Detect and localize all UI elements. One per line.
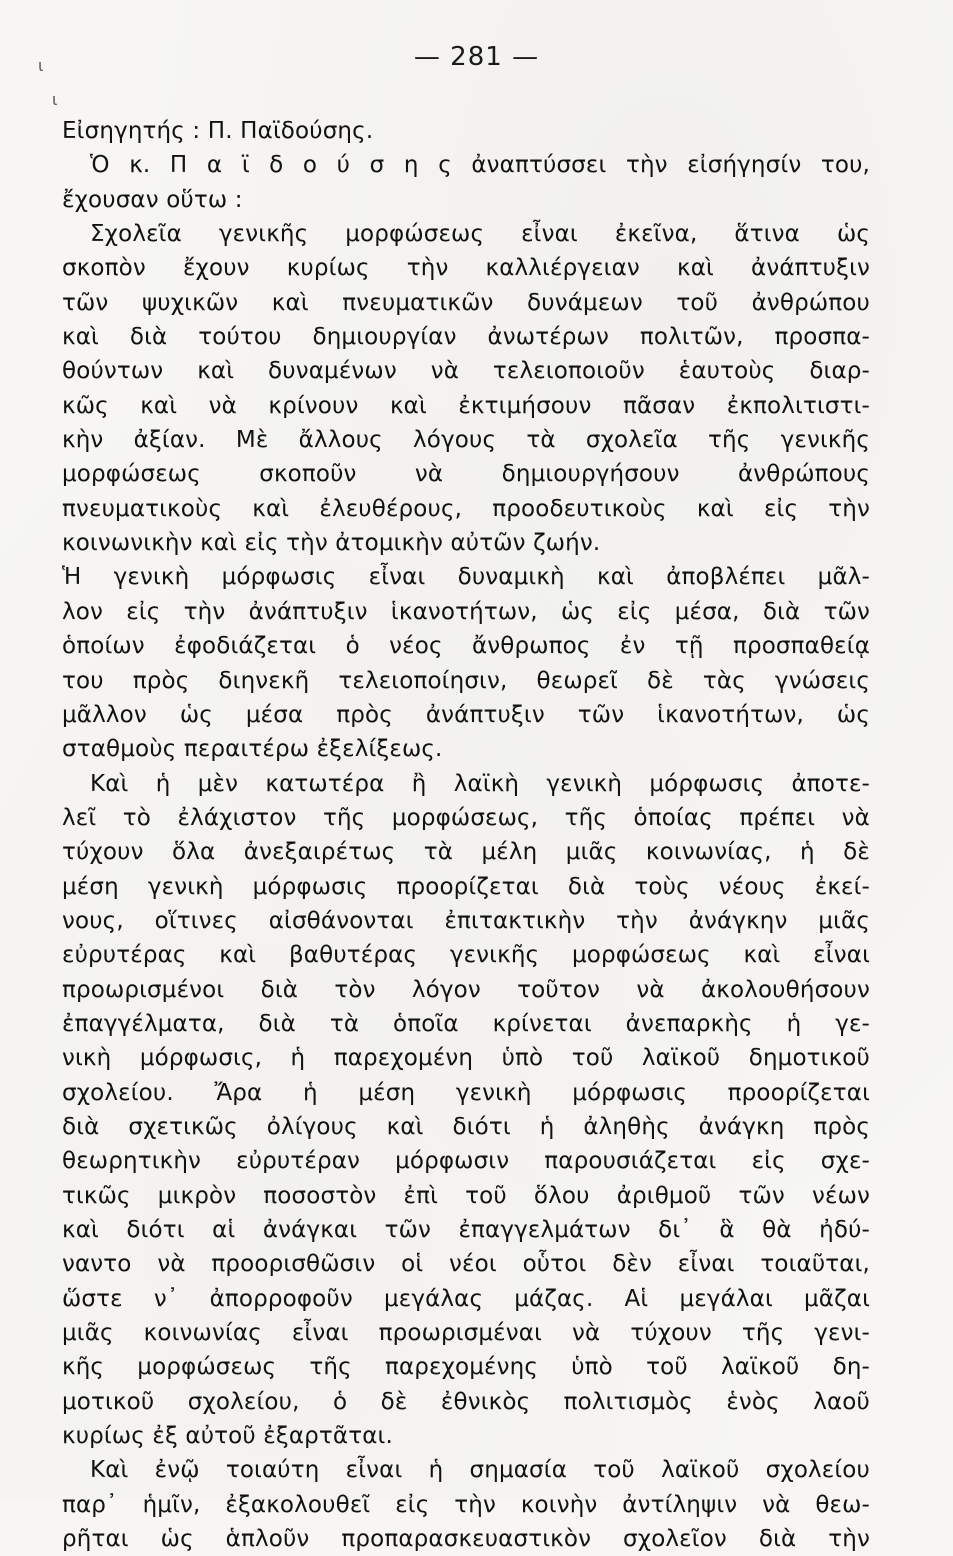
text-line: κοινωνικὴν καὶ εἰς τὴν ἀτομικὴν αὐτῶν ζωήν. — [62, 530, 601, 557]
text-line: παρ᾽ ἡμῖν, ἐξακολουθεῖ εἰς τὴν κοινὴν ἀντίληψιν νὰ θεω- — [62, 1491, 870, 1518]
text-line: λεῖ τὸ ἐλάχιστον τῆς μορφώσεως, τῆς ὁποίας πρέπει νὰ — [62, 804, 870, 831]
text-line: τύχουν ὅλα ἀνεξαιρέτως τὰ μέλη μιᾶς κοινωνίας, ἡ δὲ — [62, 839, 870, 866]
scan-mark: ι — [52, 90, 58, 109]
text-line: ἔχουσαν οὕτω : — [62, 186, 243, 213]
text-line: νους, οἵτινες αἰσθάνονται ἐπιτακτικὴν τὴν ἀνάγκην μιᾶς — [62, 907, 870, 934]
text-line: σχολείου. Ἄρα ἡ μέση γενικὴ μόρφωσις προορίζεται — [62, 1079, 870, 1106]
text-line: μέση γενικὴ μόρφωσις προορίζεται διὰ τοὺς νέους ἐκεί- — [62, 873, 870, 900]
text-line: ὁποίων ἐφοδιάζεται ὁ νέος ἄνθρωπος ἐν τῇ προσπαθείᾳ — [62, 633, 870, 660]
text-line: Σχολεῖα γενικῆς μορφώσεως εἶναι ἐκεῖνα, ἅτινα ὡς — [90, 221, 870, 248]
text-line: Ἡ γενικὴ μόρφωσις εἶναι δυναμικὴ καὶ ἀποβλέπει μᾶλ- — [62, 564, 870, 591]
text-line: κὴν ἀξίαν. Μὲ ἄλλους λόγους τὰ σχολεῖα τῆς γενικῆς — [62, 427, 870, 454]
text-line: μιᾶς κοινωνίας εἶναι προωρισμέναι νὰ τύχουν τῆς γενι- — [62, 1320, 870, 1347]
text-line: του πρὸς διηνεκῆ τελειοποίησιν, θεωρεῖ δὲ τὰς γνώσεις — [62, 667, 870, 694]
text-line: λον εἰς τὴν ἀνάπτυξιν ἱκανοτήτων, ὡς εἰς μέσα, διὰ τῶν — [62, 598, 870, 625]
text-line: μοτικοῦ σχολείου, ὁ δὲ ἐθνικὸς πολιτισμὸς ἑνὸς λαοῦ — [62, 1388, 870, 1415]
body-text — [62, 114, 870, 1556]
text-line: καὶ διότι αἱ ἀνάγκαι τῶν ἐπαγγελμάτων δι᾽ ἃ θὰ ἠδύ- — [62, 1217, 870, 1243]
text-line: διὰ σχετικῶς ὀλίγους καὶ διότι ἡ ἀληθὴς ἀνάγκη πρὸς — [62, 1113, 870, 1140]
text-line: κῶς καὶ νὰ κρίνουν καὶ ἐκτιμήσουν πᾶσαν ἐκπολιτιστι- — [62, 392, 870, 419]
text-line: κῆς μορφώσεως τῆς παρεχομένης ὑπὸ τοῦ λαϊκοῦ δη- — [62, 1354, 870, 1381]
text-line: ὥστε ν᾽ ἀπορροφοῦν μεγάλας μάζας. Αἱ μεγάλαι μᾶζαι — [62, 1285, 870, 1312]
text-line: ἐπαγγέλματα, διὰ τὰ ὁποῖα κρίνεται ἀνεπαρκὴς ἡ γε- — [62, 1010, 870, 1037]
text-line: θεωρητικὴν εὐρυτέραν μόρφωσιν παρουσιάζεται εἰς σχε- — [62, 1148, 870, 1175]
text-line: προωρισμένοι διὰ τὸν λόγον τοῦτον νὰ ἀκολουθήσουν — [62, 976, 870, 1003]
text-line: νικὴ μόρφωσις, ἡ παρεχομένη ὑπὸ τοῦ λαϊκοῦ δημοτικοῦ — [62, 1045, 870, 1072]
text-line: τῶν ψυχικῶν καὶ πνευματικῶν δυνάμεων τοῦ ἀνθρώπου — [62, 289, 870, 316]
text-line: μᾶλλον ὡς μέσα πρὸς ἀνάπτυξιν τῶν ἱκανοτήτων, ὡς — [62, 701, 870, 728]
text-line: μορφώσεως σκοποῦν νὰ δημιουργήσουν ἀνθρώπους — [62, 461, 870, 488]
scan-mark: ι — [38, 56, 44, 75]
text-line: καὶ διὰ τούτου δημιουργίαν ἀνωτέρων πολιτῶν, προσπα- — [62, 324, 870, 351]
text-line: σταθμοὺς περαιτέρω ἐξελίξεως. — [62, 736, 443, 763]
text-line: θούντων καὶ δυναμένων νὰ τελειοποιοῦν ἑαυτοὺς διαρ- — [62, 358, 870, 385]
text-line: Καὶ ἡ μὲν κατωτέρα ἢ λαϊκὴ γενικὴ μόρφωσις ἀποτε- — [90, 770, 870, 797]
text-line: ναντο νὰ προορισθῶσιν οἱ νέοι οὗτοι δὲν εἶναι τοιαῦται, — [62, 1251, 870, 1278]
text-line: σκοπὸν ἔχουν κυρίως τὴν καλλιέργειαν καὶ ἀνάπτυξιν — [62, 255, 870, 282]
text-line: ρῆται ὡς ἁπλοῦν προπαρασκευαστικὸν σχολεῖον διὰ τὴν — [62, 1526, 870, 1553]
text-line: πνευματικοὺς καὶ ἐλευθέρους, προοδευτικοὺς καὶ εἰς τὴν — [62, 495, 870, 522]
text-line: Καὶ ἐνῷ τοιαύτη εἶναι ἡ σημασία τοῦ λαϊκοῦ σχολείου — [90, 1457, 870, 1484]
text-line: τικῶς μικρὸν ποσοστὸν ἐπὶ τοῦ ὅλου ἀριθμοῦ τῶν νέων — [62, 1182, 870, 1209]
text-line: κυρίως ἐξ αὐτοῦ ἐξαρτᾶται. — [62, 1423, 393, 1450]
rapporteur-line: Εἰσηγητής : Π. Παϊδούσης. — [62, 118, 374, 144]
text-line: Ὁ κ. Π α ϊ δ ο ύ σ η ς ἀναπτύσσει τὴν εἰσήγησίν του, — [90, 152, 870, 179]
text-line: εὐρυτέρας καὶ βαθυτέρας γενικῆς μορφώσεως καὶ εἶναι — [62, 942, 870, 969]
page-number: — 281 — — [413, 42, 540, 72]
